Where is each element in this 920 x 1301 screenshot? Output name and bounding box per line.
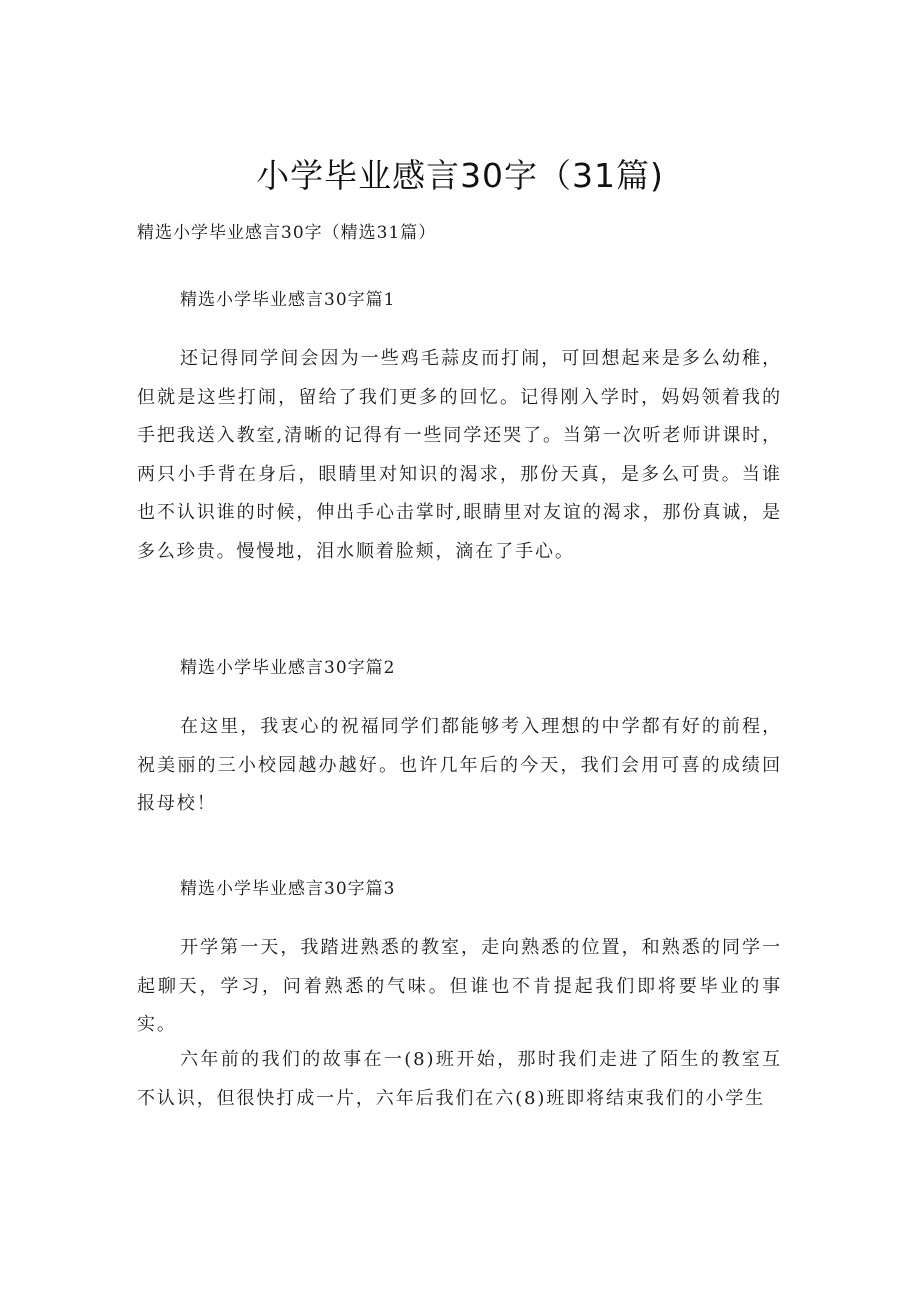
section-3-paragraph-2: 六年前的我们的故事在一(8)班开始，那时我们走进了陌生的教室互不认识，但很快打成一片，六年后我们在六(8)班即将结束我们的小学生: [137, 1049, 782, 1109]
section-heading-3: 精选小学毕业感言30字篇3: [180, 879, 396, 899]
document-title: 小学毕业感言30字（31篇): [256, 156, 664, 195]
document-subtitle: 精选小学毕业感言30字（精选31篇）: [137, 223, 437, 243]
section-heading-2: 精选小学毕业感言30字篇2: [180, 658, 396, 678]
section-3-paragraph-1: 开学第一天，我踏进熟悉的教室，走向熟悉的位置，和熟悉的同学一起聊天，学习，问着熟悉的气味。但谁也不肯提起我们即将要毕业的事实。: [137, 937, 782, 1035]
section-1-paragraph-1: 还记得同学间会因为一些鸡毛蒜皮而打闹，可回想起来是多么幼稚，但就是这些打闹，留给了我们更多的回忆。记得刚入学时，妈妈领着我的手把我送入教室,清晰的记得有一些同学还哭了。当第一次听老师讲课时，两只小手背在身后，眼睛里对知识的渴求，那份天真，是多么可贵。当谁也不认识谁的时候，伸出手心击掌时,眼睛里对友谊的渴求，那份真诚，是多么珍贵。慢慢地，泪水顺着脸颊，滴在了手心。: [137, 348, 782, 562]
section-2-paragraph-1: 在这里，我衷心的祝福同学们都能够考入理想的中学都有好的前程，祝美丽的三小校园越办越好。也许几年后的今天，我们会用可喜的成绩回报母校！: [137, 716, 782, 814]
section-heading-1: 精选小学毕业感言30字篇1: [180, 290, 396, 310]
